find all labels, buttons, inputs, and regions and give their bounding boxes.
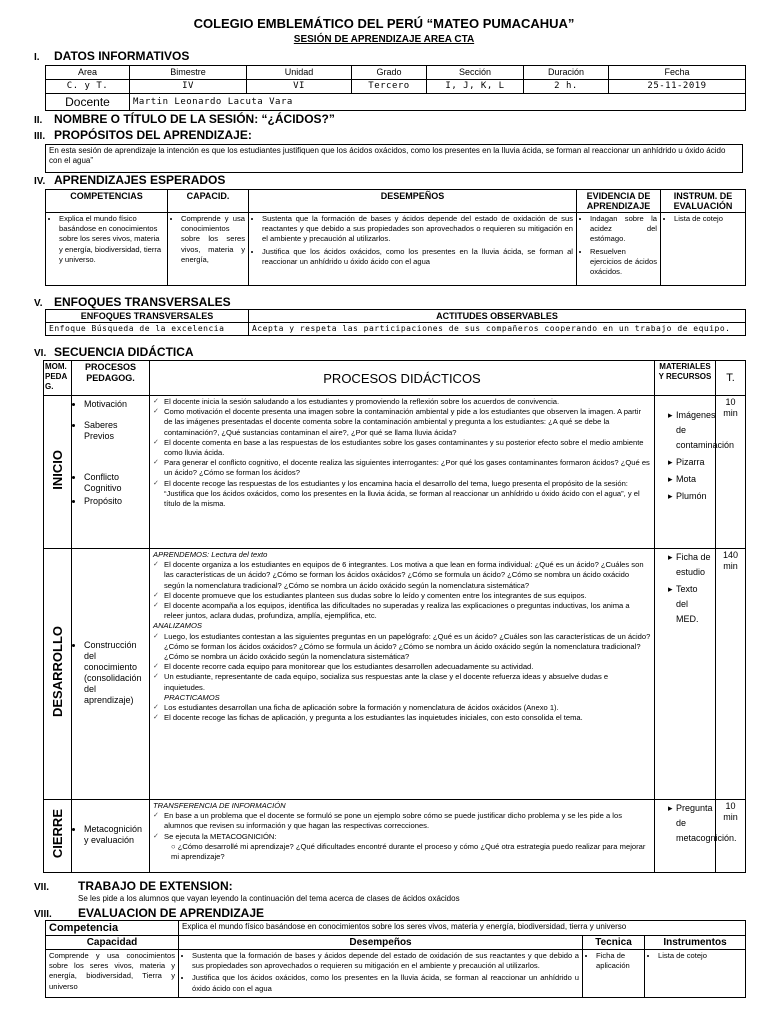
proc-conflicto: • Conflicto Cognitivo [84, 472, 147, 494]
h-procesos-pedagog: PROCESOS PEDAGOG. [72, 361, 150, 396]
h-evidencia: EVIDENCIA DE APRENDIZAJE [577, 190, 661, 213]
h-enfoques: ENFOQUES TRANSVERSALES [46, 310, 249, 323]
section-3-heading: III. PROPÓSITOS DEL APRENDIZAJE: [34, 128, 252, 142]
practicamos-item-2: ✓ El docente recoge las fichas de aplicación, y pregunta a los estudiantes las inquietudes iniciales, con esto consolida el tema. [153, 713, 651, 723]
h-capacidad: Capacidad [46, 936, 179, 950]
aprendemos-item-2: ✓ El docente promueve que los estudiantes planteen sus dudas sobre lo leído y comenten entre los integrantes de sus equipos. [153, 591, 651, 601]
school-title: COLEGIO EMBLEMÁTICO DEL PERÚ “MATEO PUMACAHUA” [193, 16, 575, 31]
circle-bullet-icon: ○ [171, 841, 178, 851]
proc-metacognicion: • Metacognición y evaluación [84, 824, 147, 846]
evidencia-2: • Resuelven ejercicios de ácidos oxácidos. [590, 247, 657, 278]
aprendemos-label: APRENDEMOS: Lectura del texto [153, 550, 268, 559]
h-desempenos-eval: Desempeños [179, 936, 583, 950]
inicio-item-3: ✓ El docente comenta en base a las respuestas de los estudiantes sobre los gases contaminantes y su posterior efecto sobre el medio ambiente como lluvia ácida. [153, 438, 651, 458]
analizamos-item-1: ✓ Luego, los estudiantes contestan a las siguientes preguntas en un papelógrafo: ¿Qué es un ácido? ¿Cuáles son las características de un ácido? ¿Cómo se forman los ácidos oxácidos? ¿Cómo se formula un ácido? ¿Cómo se nombra un ácido oxácido según la nomenclatura tradicional? ¿Cómo se nombra un ácido oxácido según la nomenclatura sistemática? [153, 632, 651, 663]
inicio-item-5: ✓ El docente recoge las respuestas de los estudiantes y los encamina hacia el desarrollo del tema, luego presenta el propósito de la sesión: “Justifica que los ácidos oxácidos, como los presentes en la lluvia ácida, se forman al reaccionar un anhídrido u óxido ácido con el agua”, y el título de la misma. [153, 479, 651, 510]
mat-imagenes: ▸ Imágenes de contaminación [668, 408, 712, 453]
section-6-heading: VI. SECUENCIA DIDÁCTICA [34, 345, 194, 359]
val-seccion: I, J, K, L [427, 80, 524, 94]
col-seccion: Sección [427, 66, 524, 80]
desempeno-2: • Justifica que los ácidos oxácidos, como los presentes en la lluvia ácida, se forman al reaccionar un anhídrido u óxido ácido con el agua [262, 247, 573, 267]
h-capacid: CAPACID. [168, 190, 249, 213]
secuencia-table [43, 360, 746, 873]
cierre-label: CIERRE [50, 808, 65, 859]
competencia-label: Competencia [46, 921, 179, 936]
cierre-item-2: ✓ Se ejecuta la METACOGNICIÓN: [153, 832, 651, 842]
proposito-table [45, 144, 743, 173]
inicio-time: 10 min [716, 396, 746, 549]
col-grado: Grado [352, 66, 427, 80]
section-4-heading: IV. APRENDIZAJES ESPERADOS [34, 173, 226, 187]
section-1-heading: I. DATOS INFORMATIVOS [34, 49, 190, 63]
evaluacion-table [45, 920, 746, 998]
docente-name: Martin Leonardo Lacuta Vara [130, 94, 746, 111]
mat-ficha: ▸ Ficha de estudio [668, 550, 712, 580]
competencia-text: Explica el mundo físico basándose en conocimientos sobre los seres vivos, materia y energía, biodiversidad, tierra y universo [179, 921, 746, 936]
h-tiempo: T. [716, 361, 746, 396]
analizamos-label: ANALIZAMOS [153, 621, 202, 631]
col-fecha: Fecha [609, 66, 746, 80]
inicio-item-4: ✓ Para generar el conflicto cognitivo, el docente realiza las siguientes interrogantes: ¿Por qué los gases contaminantes formaron ácidos? ¿Qué es un ácido? ¿Cómo se forman los ácidos? [153, 458, 651, 478]
proc-saberes: • Saberes Previos [84, 420, 147, 442]
cap-text: • Comprende y usa conocimientos sobre los seres vivos, materia y energía, [181, 214, 245, 265]
aprendizajes-table [45, 189, 746, 286]
section-7-heading: VII. TRABAJO DE EXTENSION: [34, 879, 233, 893]
col-bimestre: Bimestre [130, 66, 247, 80]
datos-table [45, 65, 746, 111]
h-competencias: COMPETENCIAS [46, 190, 168, 213]
practicamos-label: PRACTICAMOS [164, 692, 220, 702]
h-materiales: MATERIALES Y RECURSOS [655, 361, 716, 396]
comp-text: • Explica el mundo físico basándose en conocimientos sobre los seres vivos, materia y energía, biodiversidad, tierra y universo. [59, 214, 164, 265]
section-5-heading: V. ENFOQUES TRANSVERSALES [34, 295, 231, 309]
evidencia-1: • Indagan sobre la acidez del estómago. [590, 214, 657, 245]
mat-plumon: ▸ Plumón [668, 489, 712, 504]
mat-pregunta: ▸ Pregunta de metacognición. [668, 801, 712, 846]
proc-construccion: • Construcción del conocimiento (consolidación del aprendizaje) [84, 640, 147, 706]
docente-label: Docente [46, 94, 130, 111]
val-fecha: 25-11-2019 [609, 80, 746, 94]
proc-motivacion: • Motivación [84, 399, 147, 410]
col-duracion: Duración [524, 66, 609, 80]
eval-tecnica: • Ficha de aplicación [596, 951, 641, 971]
enfoque-value: Enfoque Búsqueda de la excelencia [46, 323, 249, 336]
transferencia-label: TRANSFERENCIA DE INFORMACIÓN [153, 801, 286, 810]
practicamos-item-1: ✓ Los estudiantes desarrollan una ficha de aplicación sobre la formación y nomenclatura de ácidos oxácidos (Anexo 1). [153, 703, 651, 713]
mat-texto: ▸ Texto del MED. [668, 582, 712, 627]
val-grado: Tercero [352, 80, 427, 94]
val-duracion: 2 h. [524, 80, 609, 94]
section-2-heading: II. NOMBRE O TÍTULO DE LA SESIÓN: “¿ÁCIDOS?” [34, 112, 335, 126]
col-area: Area [46, 66, 130, 80]
aprendemos-item-1: ✓ El docente organiza a los estudiantes en equipos de 6 integrantes. Los motiva a que lean en forma individual: ¿Qué es un ácido? ¿Cuáles son las características de un ácido? ¿Cómo se forman los ácidos oxácidos? ¿Cómo se formula un ácido? ¿Cómo se nombra un ácido oxácido según la nomenclatura tradicional? ¿Cómo se nombra un ácido oxácido según la nomenclatura sistemática? [153, 560, 651, 591]
proc-proposito: • Propósito [84, 496, 147, 507]
h-instrum: INSTRUM. DE EVALUACIÓN [661, 190, 746, 213]
cierre-item-1: ✓ En base a un problema que el docente se formuló se pone un ejemplo sobre cómo se puede justificar dicho problema y se les pide a los alumnos que revisen su información y que hagan las respectivas correcciones. [153, 811, 651, 831]
inicio-item-2: ✓ Como motivación el docente presenta una imagen sobre la contaminación ambiental y pide a los estudiantes que observen la imagen. A partir de las imágenes presentadas el docente comenta sobre la contaminación ambiental y pregunta a los estudiantes: ¿A qué se debe la contaminación?, ¿Qué sustancias contaminan el aire?, ¿Por qué se llama lluvia ácida? [153, 407, 651, 438]
eval-desempeno-1: • Sustenta que la formación de bases y ácidos depende del estado de oxidación de sus reactantes y que debido a sus propiedades son aprovechados o requieren su mitigación en el ambiente y precaución al utilizarlos. [192, 951, 579, 971]
section-8-heading: VIII. EVALUACION DE APRENDIZAJE [34, 906, 265, 920]
eval-desempeno-2: • Justifica que los ácidos oxácidos, como los presentes en la lluvia ácida, se forman al reaccionar un anhídrido u óxido ácido con el agua [192, 973, 579, 993]
h-tecnica: Tecnica [583, 936, 645, 950]
h-desempenos: DESEMPEÑOS [249, 190, 577, 213]
session-subtitle: SESIÓN DE APRENDIZAJE AREA CTA [293, 34, 475, 45]
enfoques-table [45, 309, 746, 336]
val-area: C. y T. [46, 80, 130, 94]
analizamos-item-3: ✓ Un estudiante, representante de cada equipo, socializa sus respuestas ante la clase y el docente refuerza ideas y absuelve dudas e inquietudes. [153, 672, 651, 692]
analizamos-item-2: ✓ El docente recorre cada equipo para monitorear que los estudiantes desarrollen adecuadamente su actividad. [153, 662, 651, 672]
inicio-item-1: ✓ El docente inicia la sesión saludando a los estudiantes y promoviendo la reflexión sobre los acuerdos de convivencia. [153, 397, 651, 407]
actitud-value: Acepta y respeta las participaciones de sus compañeros cooperando en un trabajo de equipo. [249, 323, 746, 336]
val-bimestre: IV [130, 80, 247, 94]
proposito-text: En esta sesión de aprendizaje la intención es que los estudiantes justifiquen que los ácidos oxácidos, como los presentes en la lluvia ácida, se forman al reaccionar un anhídrido u óxido ácido con el agua” [46, 145, 743, 173]
h-procesos-didacticos: PROCESOS DIDÁCTICOS [150, 361, 655, 396]
instrumento: • Lista de cotejo [674, 214, 742, 224]
h-momento: MOM. PEDA G. [44, 361, 72, 396]
desarrollo-label: DESARROLLO [50, 626, 65, 717]
mat-mota: ▸ Mota [668, 472, 712, 487]
eval-capacidad: Comprende y usa conocimientos sobre los seres vivos, materia y energía, biodiversidad, Tierra y universo [46, 950, 179, 998]
inicio-label: INICIO [50, 449, 65, 490]
aprendemos-item-3: ✓ El docente acompaña a los equipos, identifica las dificultades no superadas y realiza las explicaciones o preguntas inductivas, los anima a releer juntos, aclara dudas, profundiza, amplía, ejemplifica, etc. [153, 601, 651, 621]
desarrollo-time: 140 min [716, 549, 746, 800]
eval-instrumento: • Lista de cotejo [658, 951, 742, 961]
mat-pizarra: ▸ Pizarra [668, 455, 712, 470]
cierre-time: 10 min [716, 800, 746, 873]
extension-text: Se les pide a los alumnos que vayan leyendo la continuación del tema acerca de clases de ácidos oxácidos [78, 894, 460, 903]
metacognicion-questions: ○ ¿Cómo desarrollé mi aprendizaje? ¿Qué dificultades encontré durante el proceso y cómo ¿Qué otra estrategia puedo realizar para mejorar mi aprendizaje? [171, 841, 646, 862]
desempeno-1: • Sustenta que la formación de bases y ácidos depende del estado de oxidación de sus reactantes y que debido a sus propiedades son aprovechados o requieren su mitigación en el ambiente y precaución al utilizarlos. [262, 214, 573, 245]
h-actitudes: ACTITUDES OBSERVABLES [249, 310, 746, 323]
col-unidad: Unidad [247, 66, 352, 80]
val-unidad: VI [247, 80, 352, 94]
h-instrumentos: Instrumentos [645, 936, 746, 950]
